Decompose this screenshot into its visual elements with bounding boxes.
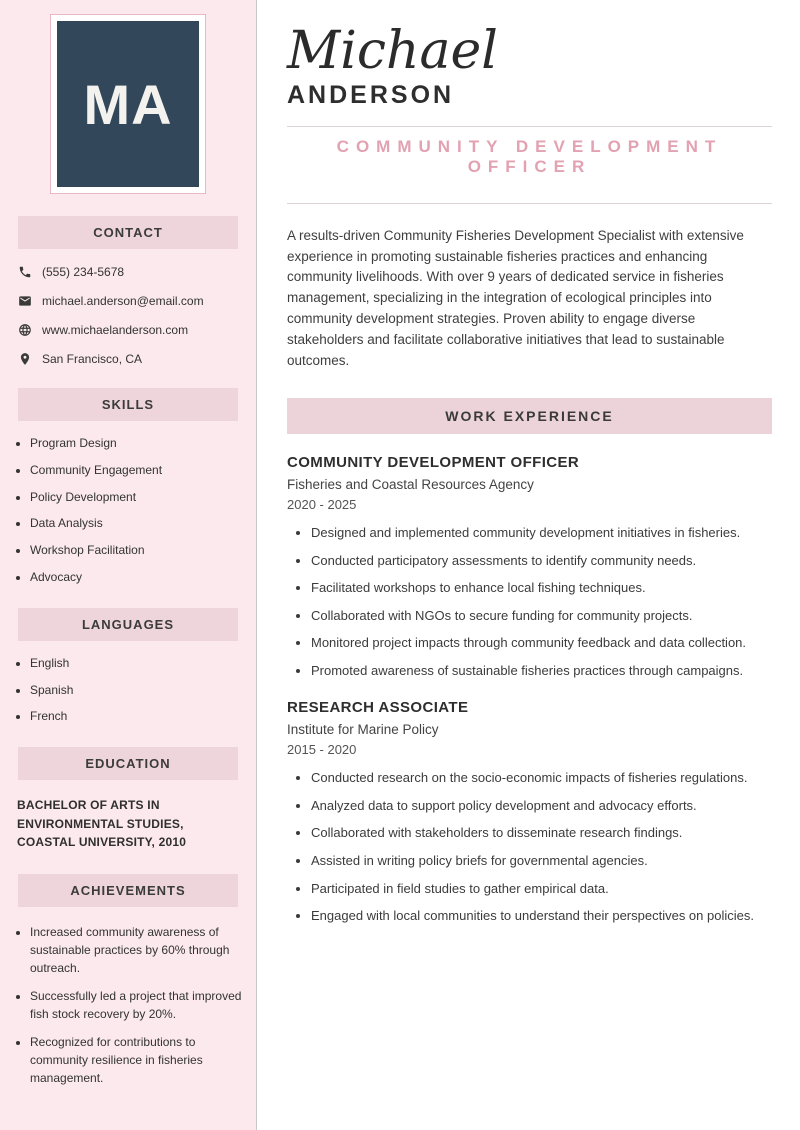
contact-heading: CONTACT — [18, 216, 238, 249]
sidebar — [0, 0, 257, 1130]
languages-list — [30, 655, 242, 725]
job-dates: 2015 - 2020 — [287, 742, 357, 758]
job-bullet: • Participated in field studies to gather empirical data. — [311, 880, 772, 898]
contact-website-text: www.michaelanderson.com — [42, 323, 189, 337]
skill-item: • Community Engagement — [30, 462, 242, 479]
location-icon — [18, 352, 32, 366]
achievements-section — [0, 874, 256, 1087]
languages-section — [0, 608, 256, 725]
achievements-list — [30, 923, 244, 1087]
achievement-item: • Increased community awareness of sustainable practices by 60% through outreach. — [30, 923, 244, 977]
job-bullet: • Conducted research on the socio-economic impacts of fisheries regulations. — [311, 769, 772, 787]
skill-item: • Workshop Facilitation — [30, 542, 242, 559]
role-title: COMMUNITY DEVELOPMENT OFFICER — [336, 136, 723, 176]
job-bullet: • Assisted in writing policy briefs for governmental agencies. — [311, 852, 772, 870]
contact-list — [18, 265, 242, 366]
skill-item: • Data Analysis — [30, 515, 242, 532]
job-entry — [287, 454, 772, 679]
job-title: COMMUNITY DEVELOPMENT OFFICER — [287, 454, 580, 472]
education-text: BACHELOR OF ARTS IN ENVIRONMENTAL STUDIES, COASTAL UNIVERSITY, 2010 — [17, 798, 187, 850]
job-bullet: • Facilitated workshops to enhance local fishing techniques. — [311, 579, 772, 597]
job-bullet: • Collaborated with stakeholders to disseminate research findings. — [311, 824, 772, 842]
first-name: Michael — [287, 21, 498, 81]
achievement-item: • Successfully led a project that improved fish stock recovery by 20%. — [30, 987, 244, 1023]
skills-section — [0, 388, 256, 586]
job-bullet: • Analyzed data to support policy development and advocacy efforts. — [311, 797, 772, 815]
skills-list — [30, 435, 242, 586]
language-item: • French — [30, 708, 242, 725]
languages-heading: LANGUAGES — [18, 608, 238, 641]
education-heading: EDUCATION — [18, 747, 238, 780]
job-bullet-list — [311, 524, 772, 679]
achievement-item: • Recognized for contributions to community resilience in fisheries management. — [30, 1033, 244, 1087]
skill-item: • Advocacy — [30, 569, 242, 586]
job-bullet: • Engaged with local communities to understand their perspectives on policies. — [311, 907, 772, 925]
contact-section — [0, 216, 256, 366]
avatar — [50, 14, 206, 194]
phone-icon — [18, 265, 32, 279]
globe-icon — [18, 323, 32, 337]
job-bullet: • Collaborated with NGOs to secure funding for community projects. — [311, 607, 772, 625]
skill-item: • Policy Development — [30, 489, 242, 506]
profile-summary: A results-driven Community Fisheries Development Specialist with extensive experience in promoting sustainable fisheries practices and enhancing community livelihoods. With over 9 years of dedicated service in fisheries management, specializing in the integration of ecological principles into community development strategies. Proven ability to engage diverse stakeholders and facilitate collaborative initiatives that lead to sustainable outcomes. — [287, 227, 744, 369]
work-experience-heading: WORK EXPERIENCE — [287, 398, 772, 434]
contact-item-phone — [18, 265, 242, 279]
contact-phone-text: (555) 234-5678 — [42, 265, 125, 279]
job-company: Fisheries and Coastal Resources Agency — [287, 477, 534, 493]
language-item: • Spanish — [30, 682, 242, 699]
divider-line — [287, 203, 772, 204]
language-item: • English — [30, 655, 242, 672]
skills-heading: SKILLS — [18, 388, 238, 421]
contact-item-website — [18, 323, 242, 337]
job-bullet: • Monitored project impacts through community feedback and data collection. — [311, 634, 772, 652]
last-name: ANDERSON — [287, 80, 455, 109]
job-dates: 2020 - 2025 — [287, 497, 357, 513]
education-section — [0, 747, 256, 852]
job-bullet-list — [311, 769, 772, 924]
avatar-monogram-box — [57, 21, 199, 187]
job-bullet: • Conducted participatory assessments to identify community needs. — [311, 552, 772, 570]
avatar-initials: MA — [83, 72, 173, 136]
contact-location-text: San Francisco, CA — [42, 352, 143, 366]
job-bullet: • Designed and implemented community development initiatives in fisheries. — [311, 524, 772, 542]
job-bullet: • Promoted awareness of sustainable fisheries practices through campaigns. — [311, 662, 772, 680]
main-column — [257, 0, 800, 1130]
job-title: RESEARCH ASSOCIATE — [287, 699, 469, 717]
contact-item-location — [18, 352, 242, 366]
contact-email-text: michael.anderson@email.com — [42, 294, 204, 308]
contact-item-email — [18, 294, 242, 308]
email-icon — [18, 294, 32, 308]
achievements-heading: ACHIEVEMENTS — [18, 874, 238, 907]
skill-item: • Program Design — [30, 435, 242, 452]
job-entry — [287, 699, 772, 924]
job-company: Institute for Marine Policy — [287, 722, 439, 738]
